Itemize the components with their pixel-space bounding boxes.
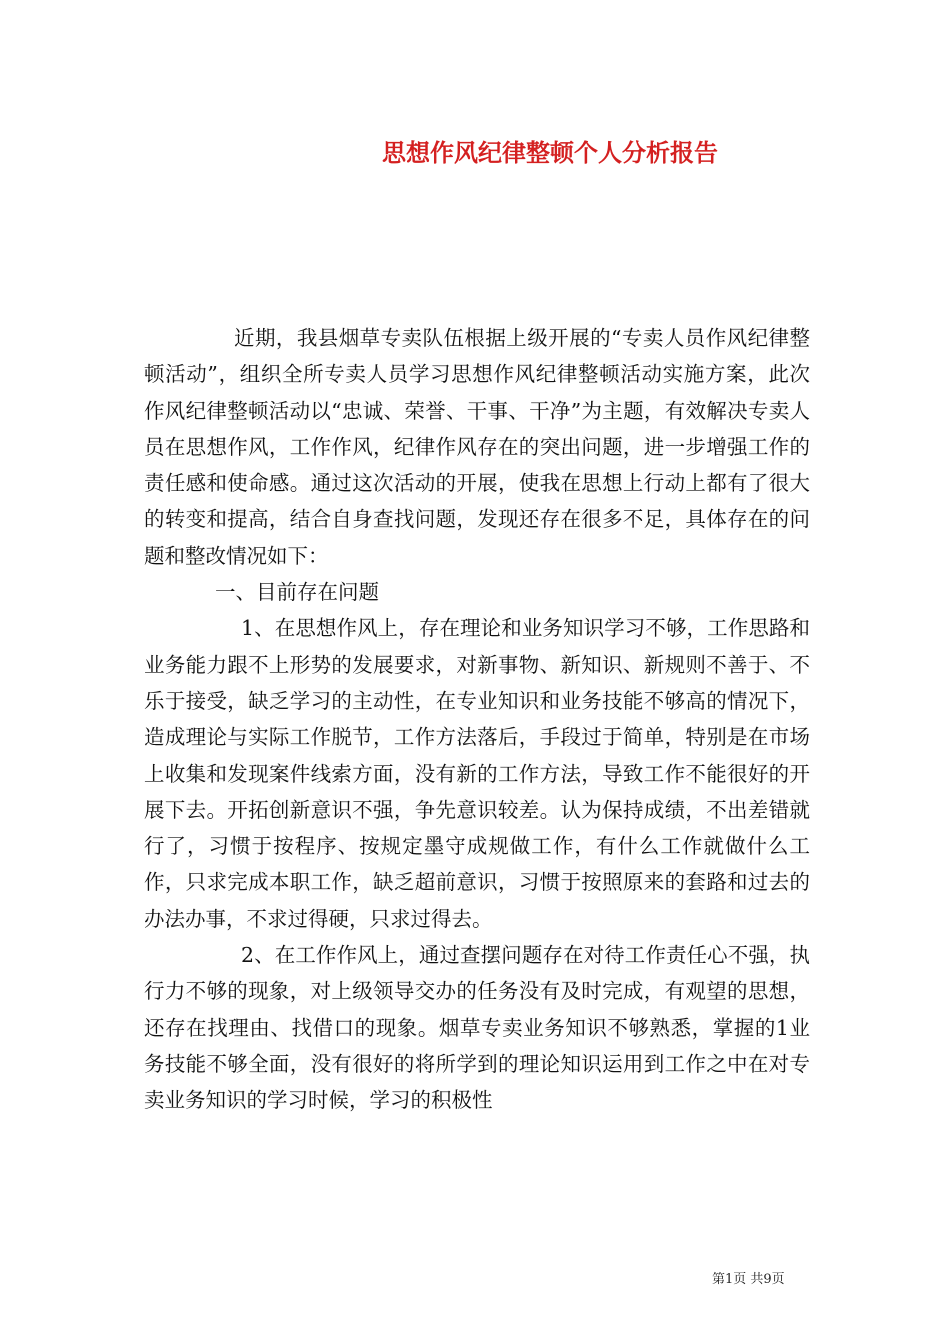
- list-item-2: 2、在工作作风上，通过查摆问题存在对待工作责任心不强，执行力不够的现象，对上级领导交办的任务没有及时完成，有观望的思想，还存在找理由、找借口的现象。烟草专卖业务知识不够熟悉，掌握的1业务技能不够全面，没有很好的将所学到的理论知识运用到工作之中在对专卖业务知识的学习时候，学习的积极性: [144, 943, 810, 1113]
- section-heading: 一、目前存在问题: [215, 580, 379, 605]
- document-body: [144, 320, 810, 1119]
- intro-paragraph: 近期，我县烟草专卖队伍根据上级开展的“专卖人员作风纪律整顿活动”，组织全所专卖人员学习思想作风纪律整顿活动实施方案，此次作风纪律整顿活动以“忠诚、荣誉、干事、干净”为主题，有效解决专卖人员在思想作风，工作作风，纪律作风存在的突出问题，进一步增强工作的责任感和使命感。通过这次活动的开展，使我在思想上行动上都有了很大的转变和提高，结合自身查找问题，发现还存在很多不足，具体存在的问题和整改情况如下：: [144, 326, 810, 568]
- list-item-1: 1、在思想作风上，存在理论和业务知识学习不够，工作思路和业务能力跟不上形势的发展要求，对新事物、新知识、新规则不善于、不乐于接受，缺乏学习的主动性，在专业知识和业务技能不够高的情况下，造成理论与实际工作脱节，工作方法落后，手段过于简单，特别是在市场上收集和发现案件线索方面，没有新的工作方法，导致工作不能很好的开展下去。开拓创新意识不强，争先意识较差。认为保持成绩，不出差错就行了，习惯于按程序、按规定墨守成规做工作，有什么工作就做什么工作，只求完成本职工作，缺乏超前意识，习惯于按照原来的套路和过去的办法办事，不求过得硬，只求过得去。: [144, 616, 810, 931]
- document-title: 思想作风纪律整顿个人分析报告: [382, 138, 718, 167]
- page-number: 第1页 共9页: [712, 1272, 785, 1287]
